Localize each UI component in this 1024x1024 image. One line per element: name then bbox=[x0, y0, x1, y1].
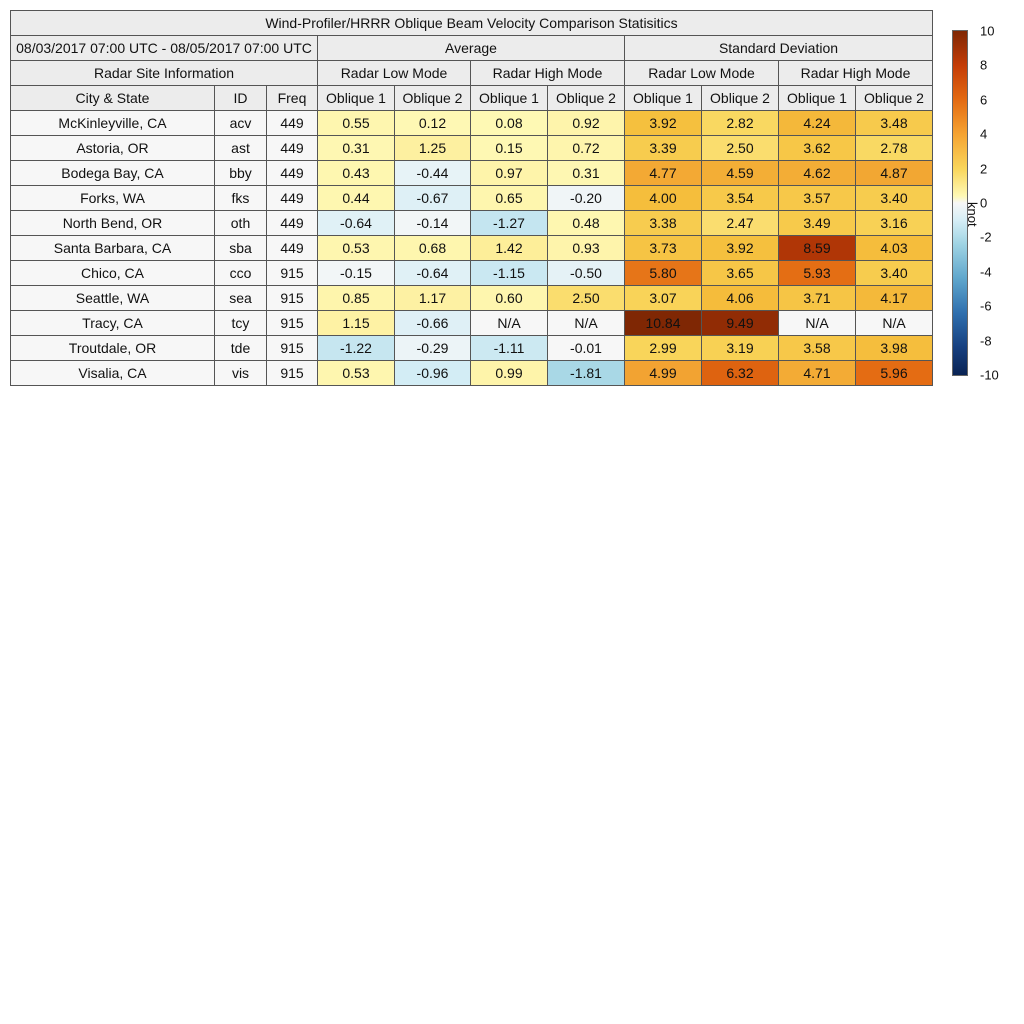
value-cell: 3.92 bbox=[625, 111, 702, 136]
sd-low-oblique1-header: Oblique 1 bbox=[625, 86, 702, 111]
value-cell: 5.80 bbox=[625, 261, 702, 286]
freq-header: Freq bbox=[267, 86, 318, 111]
colorbar-tick-label: -6 bbox=[980, 298, 992, 314]
value-cell: 4.24 bbox=[779, 111, 856, 136]
table-row bbox=[11, 136, 933, 161]
value-cell: 0.97 bbox=[471, 161, 548, 186]
value-cell: 4.87 bbox=[856, 161, 933, 186]
colorbar-tick-label: 10 bbox=[980, 23, 995, 39]
value-cell: 0.48 bbox=[548, 211, 625, 236]
colorbar-tick-label: -4 bbox=[980, 264, 992, 280]
value-cell: 3.73 bbox=[625, 236, 702, 261]
value-cell: 10.84 bbox=[625, 311, 702, 336]
value-cell: 0.53 bbox=[318, 236, 395, 261]
sd-high-oblique1-header: Oblique 1 bbox=[779, 86, 856, 111]
colorbar-tick-label: 6 bbox=[980, 92, 988, 108]
value-cell: 0.99 bbox=[471, 361, 548, 386]
value-cell: 3.54 bbox=[702, 186, 779, 211]
value-cell: -1.22 bbox=[318, 336, 395, 361]
value-cell: 1.42 bbox=[471, 236, 548, 261]
value-cell: 0.43 bbox=[318, 161, 395, 186]
value-cell: 0.12 bbox=[395, 111, 471, 136]
table-row bbox=[11, 361, 933, 386]
avg-low-mode-header: Radar Low Mode bbox=[318, 61, 471, 86]
value-cell: 4.62 bbox=[779, 161, 856, 186]
sd-low-oblique2-header: Oblique 2 bbox=[702, 86, 779, 111]
freq-cell: 449 bbox=[267, 236, 318, 261]
value-cell: 0.72 bbox=[548, 136, 625, 161]
value-cell: -0.64 bbox=[318, 211, 395, 236]
value-cell: 6.32 bbox=[702, 361, 779, 386]
freq-cell: 915 bbox=[267, 261, 318, 286]
value-cell: 5.96 bbox=[856, 361, 933, 386]
value-cell: 3.98 bbox=[856, 336, 933, 361]
value-cell: 0.92 bbox=[548, 111, 625, 136]
city-cell: North Bend, OR bbox=[11, 211, 215, 236]
freq-cell: 915 bbox=[267, 336, 318, 361]
value-cell: -0.01 bbox=[548, 336, 625, 361]
colorbar-tick-label: -8 bbox=[980, 333, 992, 349]
table-row bbox=[11, 286, 933, 311]
period-label: 08/03/2017 07:00 UTC - 08/05/2017 07:00 UTC bbox=[11, 36, 318, 61]
freq-cell: 449 bbox=[267, 211, 318, 236]
value-cell: 8.59 bbox=[779, 236, 856, 261]
id-header: ID bbox=[215, 86, 267, 111]
value-cell: -0.50 bbox=[548, 261, 625, 286]
id-cell: fks bbox=[215, 186, 267, 211]
id-cell: ast bbox=[215, 136, 267, 161]
value-cell: N/A bbox=[779, 311, 856, 336]
value-cell: 1.15 bbox=[318, 311, 395, 336]
value-cell: -1.15 bbox=[471, 261, 548, 286]
value-cell: 2.99 bbox=[625, 336, 702, 361]
value-cell: 2.50 bbox=[702, 136, 779, 161]
value-cell: 0.60 bbox=[471, 286, 548, 311]
value-cell: 1.17 bbox=[395, 286, 471, 311]
table-row bbox=[11, 211, 933, 236]
value-cell: 0.93 bbox=[548, 236, 625, 261]
city-cell: Chico, CA bbox=[11, 261, 215, 286]
colorbar-tick-label: 4 bbox=[980, 126, 988, 142]
value-cell: 0.55 bbox=[318, 111, 395, 136]
value-cell: 4.71 bbox=[779, 361, 856, 386]
value-cell: 0.31 bbox=[548, 161, 625, 186]
value-cell: 1.25 bbox=[395, 136, 471, 161]
value-cell: 0.85 bbox=[318, 286, 395, 311]
value-cell: 3.58 bbox=[779, 336, 856, 361]
value-cell: 4.17 bbox=[856, 286, 933, 311]
value-cell: 4.77 bbox=[625, 161, 702, 186]
sd-high-mode-header: Radar High Mode bbox=[779, 61, 933, 86]
value-cell: -0.67 bbox=[395, 186, 471, 211]
value-cell: 3.39 bbox=[625, 136, 702, 161]
value-cell: 2.50 bbox=[548, 286, 625, 311]
value-cell: N/A bbox=[471, 311, 548, 336]
value-cell: -0.96 bbox=[395, 361, 471, 386]
colorbar-tick-label: -10 bbox=[980, 367, 999, 383]
value-cell: 3.49 bbox=[779, 211, 856, 236]
table-row bbox=[11, 336, 933, 361]
freq-cell: 915 bbox=[267, 361, 318, 386]
city-cell: Bodega Bay, CA bbox=[11, 161, 215, 186]
colorbar-tick-label: 8 bbox=[980, 57, 988, 73]
table-title: Wind-Profiler/HRRR Oblique Beam Velocity Comparison Statisitics bbox=[11, 11, 933, 36]
table-row bbox=[11, 236, 933, 261]
value-cell: 3.57 bbox=[779, 186, 856, 211]
colorbar-tick-label: 2 bbox=[980, 161, 988, 177]
value-cell: N/A bbox=[548, 311, 625, 336]
freq-cell: 449 bbox=[267, 161, 318, 186]
value-cell: 2.78 bbox=[856, 136, 933, 161]
value-cell: 0.08 bbox=[471, 111, 548, 136]
colorbar-tick-label: 0 bbox=[980, 195, 988, 211]
value-cell: N/A bbox=[856, 311, 933, 336]
colorbar-tick-label: -2 bbox=[980, 229, 992, 245]
id-cell: sea bbox=[215, 286, 267, 311]
city-cell: McKinleyville, CA bbox=[11, 111, 215, 136]
city-cell: Visalia, CA bbox=[11, 361, 215, 386]
value-cell: 2.82 bbox=[702, 111, 779, 136]
stats-table bbox=[10, 10, 933, 386]
value-cell: 0.15 bbox=[471, 136, 548, 161]
freq-cell: 915 bbox=[267, 286, 318, 311]
value-cell: -0.15 bbox=[318, 261, 395, 286]
city-cell: Tracy, CA bbox=[11, 311, 215, 336]
colorbar-label: knot bbox=[965, 202, 980, 227]
value-cell: 3.62 bbox=[779, 136, 856, 161]
value-cell: 3.92 bbox=[702, 236, 779, 261]
value-cell: 4.03 bbox=[856, 236, 933, 261]
id-cell: acv bbox=[215, 111, 267, 136]
avg-high-mode-header: Radar High Mode bbox=[471, 61, 625, 86]
value-cell: 3.19 bbox=[702, 336, 779, 361]
id-cell: oth bbox=[215, 211, 267, 236]
freq-cell: 915 bbox=[267, 311, 318, 336]
city-header: City & State bbox=[11, 86, 215, 111]
value-cell: 2.47 bbox=[702, 211, 779, 236]
value-cell: 3.40 bbox=[856, 261, 933, 286]
value-cell: 0.53 bbox=[318, 361, 395, 386]
value-cell: 4.59 bbox=[702, 161, 779, 186]
value-cell: 0.31 bbox=[318, 136, 395, 161]
value-cell: 0.44 bbox=[318, 186, 395, 211]
value-cell: 4.00 bbox=[625, 186, 702, 211]
table-row bbox=[11, 111, 933, 136]
table-row bbox=[11, 261, 933, 286]
id-cell: cco bbox=[215, 261, 267, 286]
value-cell: 3.38 bbox=[625, 211, 702, 236]
city-cell: Santa Barbara, CA bbox=[11, 236, 215, 261]
value-cell: 5.93 bbox=[779, 261, 856, 286]
freq-cell: 449 bbox=[267, 186, 318, 211]
id-cell: tde bbox=[215, 336, 267, 361]
avg-high-oblique1-header: Oblique 1 bbox=[471, 86, 548, 111]
table-row bbox=[11, 186, 933, 211]
value-cell: 9.49 bbox=[702, 311, 779, 336]
avg-high-oblique2-header: Oblique 2 bbox=[548, 86, 625, 111]
sd-low-mode-header: Radar Low Mode bbox=[625, 61, 779, 86]
value-cell: 3.16 bbox=[856, 211, 933, 236]
value-cell: -0.14 bbox=[395, 211, 471, 236]
value-cell: 3.71 bbox=[779, 286, 856, 311]
value-cell: 3.40 bbox=[856, 186, 933, 211]
value-cell: 4.06 bbox=[702, 286, 779, 311]
value-cell: 3.48 bbox=[856, 111, 933, 136]
site-info-header: Radar Site Information bbox=[11, 61, 318, 86]
value-cell: -1.81 bbox=[548, 361, 625, 386]
value-cell: -0.44 bbox=[395, 161, 471, 186]
id-cell: sba bbox=[215, 236, 267, 261]
city-cell: Forks, WA bbox=[11, 186, 215, 211]
value-cell: 4.99 bbox=[625, 361, 702, 386]
value-cell: -0.29 bbox=[395, 336, 471, 361]
id-cell: tcy bbox=[215, 311, 267, 336]
value-cell: -1.27 bbox=[471, 211, 548, 236]
avg-low-oblique1-header: Oblique 1 bbox=[318, 86, 395, 111]
city-cell: Seattle, WA bbox=[11, 286, 215, 311]
value-cell: -0.20 bbox=[548, 186, 625, 211]
value-cell: 0.68 bbox=[395, 236, 471, 261]
freq-cell: 449 bbox=[267, 136, 318, 161]
table-row bbox=[11, 311, 933, 336]
value-cell: -1.11 bbox=[471, 336, 548, 361]
city-cell: Troutdale, OR bbox=[11, 336, 215, 361]
id-cell: bby bbox=[215, 161, 267, 186]
std-dev-header: Standard Deviation bbox=[625, 36, 933, 61]
id-cell: vis bbox=[215, 361, 267, 386]
value-cell: -0.66 bbox=[395, 311, 471, 336]
sd-high-oblique2-header: Oblique 2 bbox=[856, 86, 933, 111]
average-header: Average bbox=[318, 36, 625, 61]
value-cell: -0.64 bbox=[395, 261, 471, 286]
table-row bbox=[11, 161, 933, 186]
city-cell: Astoria, OR bbox=[11, 136, 215, 161]
freq-cell: 449 bbox=[267, 111, 318, 136]
value-cell: 3.65 bbox=[702, 261, 779, 286]
value-cell: 0.65 bbox=[471, 186, 548, 211]
avg-low-oblique2-header: Oblique 2 bbox=[395, 86, 471, 111]
value-cell: 3.07 bbox=[625, 286, 702, 311]
